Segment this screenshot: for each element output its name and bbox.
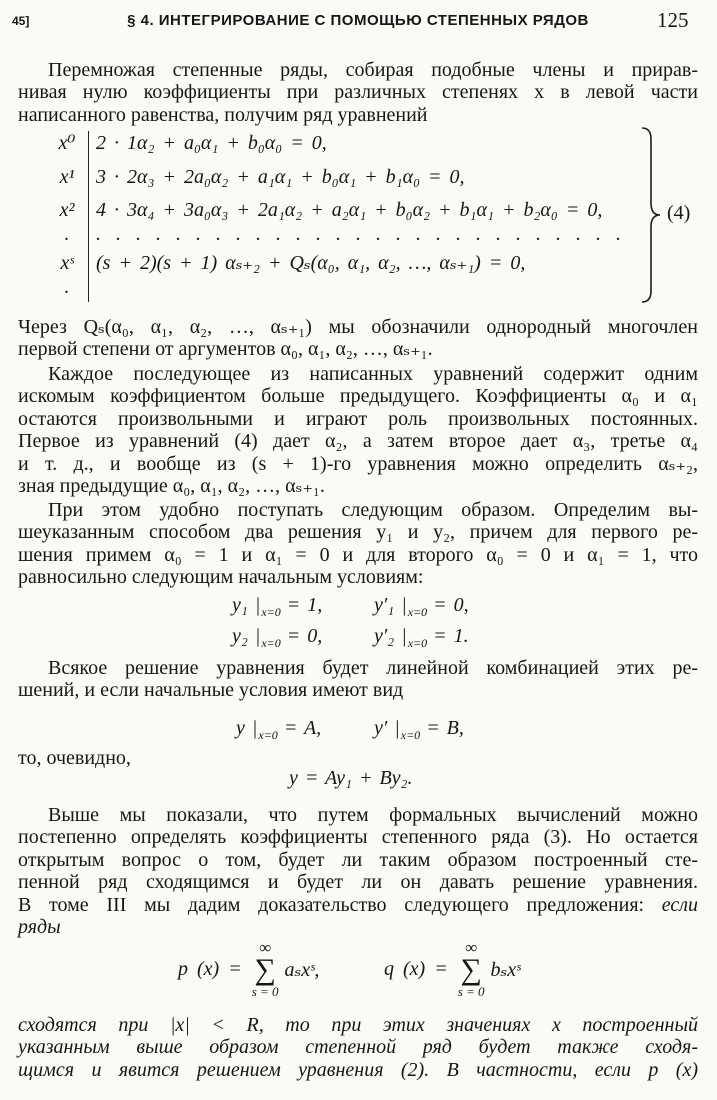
series-q	[384, 937, 521, 999]
text-line: сходятся при |x| < R, то при этих значениях x построенный	[18, 1014, 698, 1036]
text-line: остаются произвольными и играют роль произвольных постоянных.	[18, 407, 698, 430]
text-line: указанным выше образом степенной ряд будет также сходя-	[18, 1036, 698, 1059]
series-lhs: q (x) =	[384, 957, 448, 980]
text-line: шеуказанным способом два решения y₁ и y₂, причем для первого ре-	[18, 521, 698, 544]
equation-label: xˢ	[60, 252, 74, 274]
text-line: первой степени от аргументов α₀, α₁, α₂, …, αₛ₊₁.	[18, 338, 433, 361]
text-line: постепенно определять коэффициенты степенного ряда (3). Но остается	[18, 826, 698, 849]
text-line: щимся и явится решением уравнения (2). В частности, если p (x)	[18, 1058, 698, 1081]
paragraph-combination	[18, 657, 698, 702]
formula-rhs: = B,	[426, 717, 464, 739]
running-title: § 4. ИНТЕГРИРОВАНИЕ С ПОМОЩЬЮ СТЕПЕННЫХ РЯДОВ	[127, 12, 589, 29]
summation-lower-limit: s = 0	[457, 983, 485, 999]
formula-initial-condition	[374, 624, 469, 648]
formula-initial-condition	[232, 593, 322, 617]
summation-upper-limit: ∞	[259, 937, 272, 957]
system-vertical-rule	[88, 131, 89, 302]
paragraph-q-definition	[18, 316, 698, 361]
formula-lhs: y′₂ |	[374, 625, 407, 647]
paragraph-proof	[18, 804, 698, 938]
paragraph-theorem	[18, 1014, 698, 1081]
equation-text: (s + 2)(s + 1) αₛ₊₂ + Qₛ(α₀, α₁, α₂, …, αₛ₊₁) = 0,	[96, 252, 526, 274]
summation	[457, 937, 485, 999]
equation-ellipsis-row: . . . . . . . . . . . . . . . . . . . . . . . . . . .	[96, 223, 621, 245]
formula-lhs: y′₁ |	[374, 594, 407, 616]
formula-condition: x=0	[407, 605, 428, 619]
text-line: искомым коэффициентом больше предыдущего. Коэффициенты α₀ и α₁	[18, 385, 698, 408]
summation-sign: ∑	[254, 952, 276, 986]
text-line: и т. д., и вообще из (s + 1)-го уравнения можно определить αₛ₊₂,	[18, 452, 698, 475]
summation-upper-limit: ∞	[465, 937, 478, 957]
paragraph-coefficients	[18, 363, 698, 497]
equation-text: 3 · 2α₃ + 2a₀α₂ + a₁α₁ + b₀α₁ + b₁α₀ = 0,	[96, 166, 465, 188]
formula-condition: x=0	[261, 605, 281, 619]
text-line: Каждое последующее из написанных уравнений содержит одним	[48, 363, 698, 385]
formula-condition: x=0	[258, 728, 278, 742]
text-line: Всякое решение уравнения будет линейной комбинацией этих ре-	[48, 657, 698, 679]
right-brace	[640, 127, 662, 303]
text-line: Выше мы показали, что путем формальных вычислений можно	[48, 804, 698, 826]
formula-initial-condition	[232, 624, 322, 648]
text-segment: В томе III мы дадим доказательство следующего предложения:	[18, 893, 645, 916]
text-line: шения примем α₀ = 1 и α₁ = 0 и для второго α₀ = 0 и α₁ = 1, что	[18, 543, 698, 566]
text-line: то, очевидно,	[18, 747, 131, 769]
formula-general-condition	[236, 716, 321, 740]
paragraph-intro	[18, 59, 698, 126]
equation-label: x⁰	[58, 132, 76, 154]
formula-rhs: = 0,	[433, 594, 469, 616]
text-line: пенной ряд сходящимся и будет ли он давать решение уравнения.	[18, 871, 698, 894]
text-line: Через Qₛ(α₀, α₁, α₂, …, αₛ₊₁) мы обозначили однородный многочлен	[18, 316, 698, 338]
section-marker: 45]	[12, 14, 30, 28]
series-term: aₛxˢ,	[284, 958, 320, 981]
equation-text: 2 · 1α₂ + a₀α₁ + b₀α₀ = 0,	[96, 132, 327, 154]
text-line: Первое из уравнений (4) дает α₂, а затем второе дает α₃, третье α₄	[18, 430, 698, 453]
equation-label: .	[64, 223, 70, 245]
text-line: открытым вопрос о том, будет ли таким образом построенный сте-	[18, 848, 698, 871]
text-line: ряды	[18, 915, 61, 938]
formula-general-solution: y = Ay₁ + By₂.	[289, 767, 413, 789]
formula-condition: x=0	[261, 636, 281, 650]
equation-label: x²	[59, 199, 75, 221]
series-p	[178, 937, 320, 999]
formula-lhs: y′ |	[374, 717, 400, 739]
summation-lower-limit: s = 0	[251, 983, 279, 999]
series-term: bₛxˢ	[490, 958, 521, 981]
formula-rhs: = 1.	[433, 625, 469, 647]
formula-initial-condition	[374, 593, 469, 617]
formula-general-condition	[374, 716, 464, 740]
text-line	[18, 894, 698, 916]
text-line: При этом удобно поступать следующим образом. Определим вы-	[48, 499, 698, 521]
formula-rhs: = A,	[283, 717, 322, 739]
text-line: написанного равенства, получим ряд уравнений	[18, 103, 428, 126]
series-lhs: p (x) =	[178, 957, 242, 980]
formula-rhs: = 0,	[286, 625, 323, 647]
formula-lhs: y₁ |	[232, 594, 261, 616]
paragraph-method	[18, 499, 698, 589]
text-line: шений, и если начальные условия имеют вид	[18, 679, 404, 702]
equation-label: .	[64, 276, 70, 298]
text-line: Перемножая степенные ряды, собирая подобные члены и прирав-	[48, 59, 698, 81]
text-line: нивая нулю коэффициенты при различных степенях x в левой части	[18, 81, 698, 104]
text-line: равносильно следующим начальным условиям:	[18, 566, 424, 589]
formula-condition: x=0	[400, 728, 421, 742]
summation	[251, 937, 279, 999]
summation-sign: ∑	[460, 952, 482, 986]
page-number: 125	[657, 8, 689, 32]
equation-number: (4)	[667, 202, 691, 224]
equation-label: x¹	[59, 166, 75, 188]
formula-condition: x=0	[407, 636, 428, 650]
italic-segment: если	[661, 893, 699, 916]
text-line: зная предыдущие α₀, α₁, α₂, …, αₛ₊₁.	[18, 474, 325, 497]
formula-rhs: = 1,	[286, 594, 323, 616]
formula-lhs: y₂ |	[232, 625, 261, 647]
formula-lhs: y |	[236, 717, 258, 739]
equation-text: 4 · 3α₄ + 3a₀α₃ + 2a₁α₂ + a₂α₁ + b₀α₂ + b₁α₁ + b₂α₀ = 0,	[96, 199, 603, 221]
